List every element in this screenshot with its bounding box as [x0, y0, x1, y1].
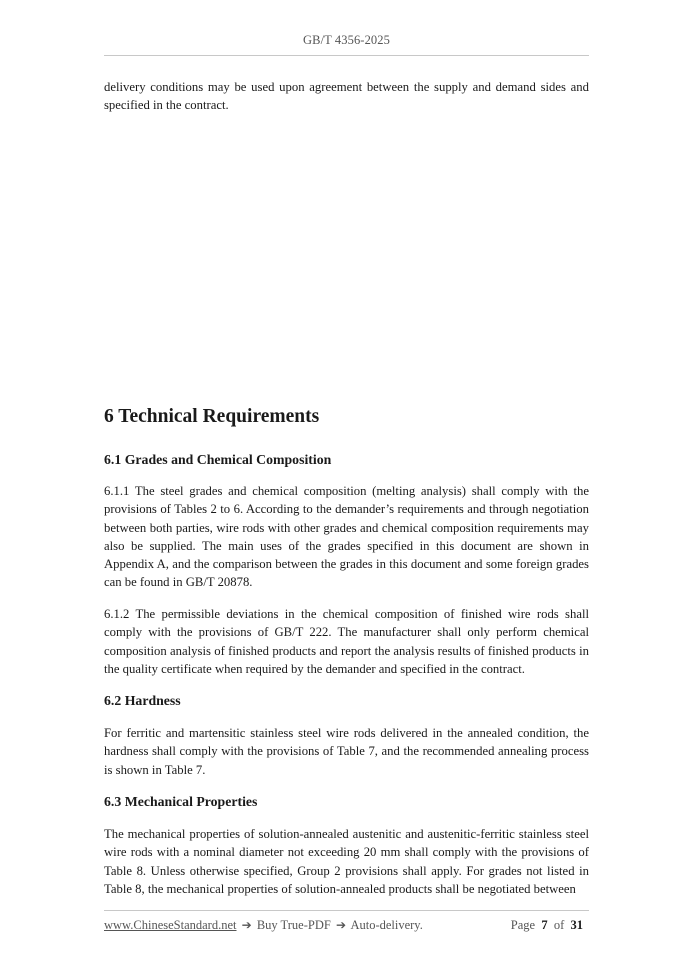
section-6-heading: 6 Technical Requirements: [104, 406, 320, 427]
page-header: [0, 0, 693, 56]
paragraph-6-1-2: 6.1.2 The permissible deviations in the chemical composition of finished wire rods shall comply with the provisions of GB/T 222. The manufacturer shall only perform chemical composition analysis of finished products and report the analysis results of finished products in the quality certificate when required by the demander and specified in the contract.: [104, 607, 589, 676]
section-6-2-heading: 6.2 Hardness: [104, 693, 181, 708]
buy-true-pdf-text: Buy True-PDF: [256, 918, 331, 932]
continuation-paragraph: delivery conditions may be used upon agreement between the supply and demand sides and specified in the contract.: [104, 80, 589, 113]
page-indicator: [511, 918, 583, 933]
page-total: 31: [570, 918, 583, 932]
footer-links: [104, 918, 423, 933]
chinesestandard-link[interactable]: www.ChineseStandard.net: [104, 918, 237, 932]
arrow-right-icon: ➔: [335, 918, 346, 932]
arrow-right-icon: ➔: [241, 918, 252, 932]
page-footer: [104, 918, 589, 936]
paragraph-6-1-1: 6.1.1 The steel grades and chemical composition (melting analysis) shall comply with the provisions of Tables 2 to 6. According to the demander’s requirements and through negotiation between both parties, wire rods with other grades and chemical composition requirements may also be supplied. The main uses of the grades specified in this document are shown in Appendix A, and the comparison between the grades in this document and some foreign grades can be found in GB/T 20878.: [104, 484, 589, 590]
section-6-3-heading: 6.3 Mechanical Properties: [104, 794, 258, 809]
section-6-1-heading: 6.1 Grades and Chemical Composition: [104, 452, 332, 467]
paragraph-6-2: For ferritic and martensitic stainless steel wire rods delivered in the annealed condition, the hardness shall comply with the provisions of Table 7, and the recommended annealing process is shown in Table 7.: [104, 726, 589, 777]
auto-delivery-text: Auto-delivery.: [350, 918, 423, 932]
page-label: Page: [510, 918, 536, 932]
paragraph-6-3: The mechanical properties of solution-annealed austenitic and austenitic-ferritic stainless steel wire rods with a nominal diameter not exceeding 20 mm shall comply with the provisions of Table 8. Unless otherwise specified, Group 2 provisions shall apply. For grades not listed in Table 8, the mechanical properties of solution-annealed products shall be negotiated between: [104, 827, 589, 896]
footer-divider: [104, 910, 589, 911]
page-of-label: of: [553, 918, 565, 932]
document-code: GB/T 4356-2025: [303, 33, 390, 47]
header-divider: [104, 55, 589, 56]
page-current: 7: [541, 918, 548, 932]
